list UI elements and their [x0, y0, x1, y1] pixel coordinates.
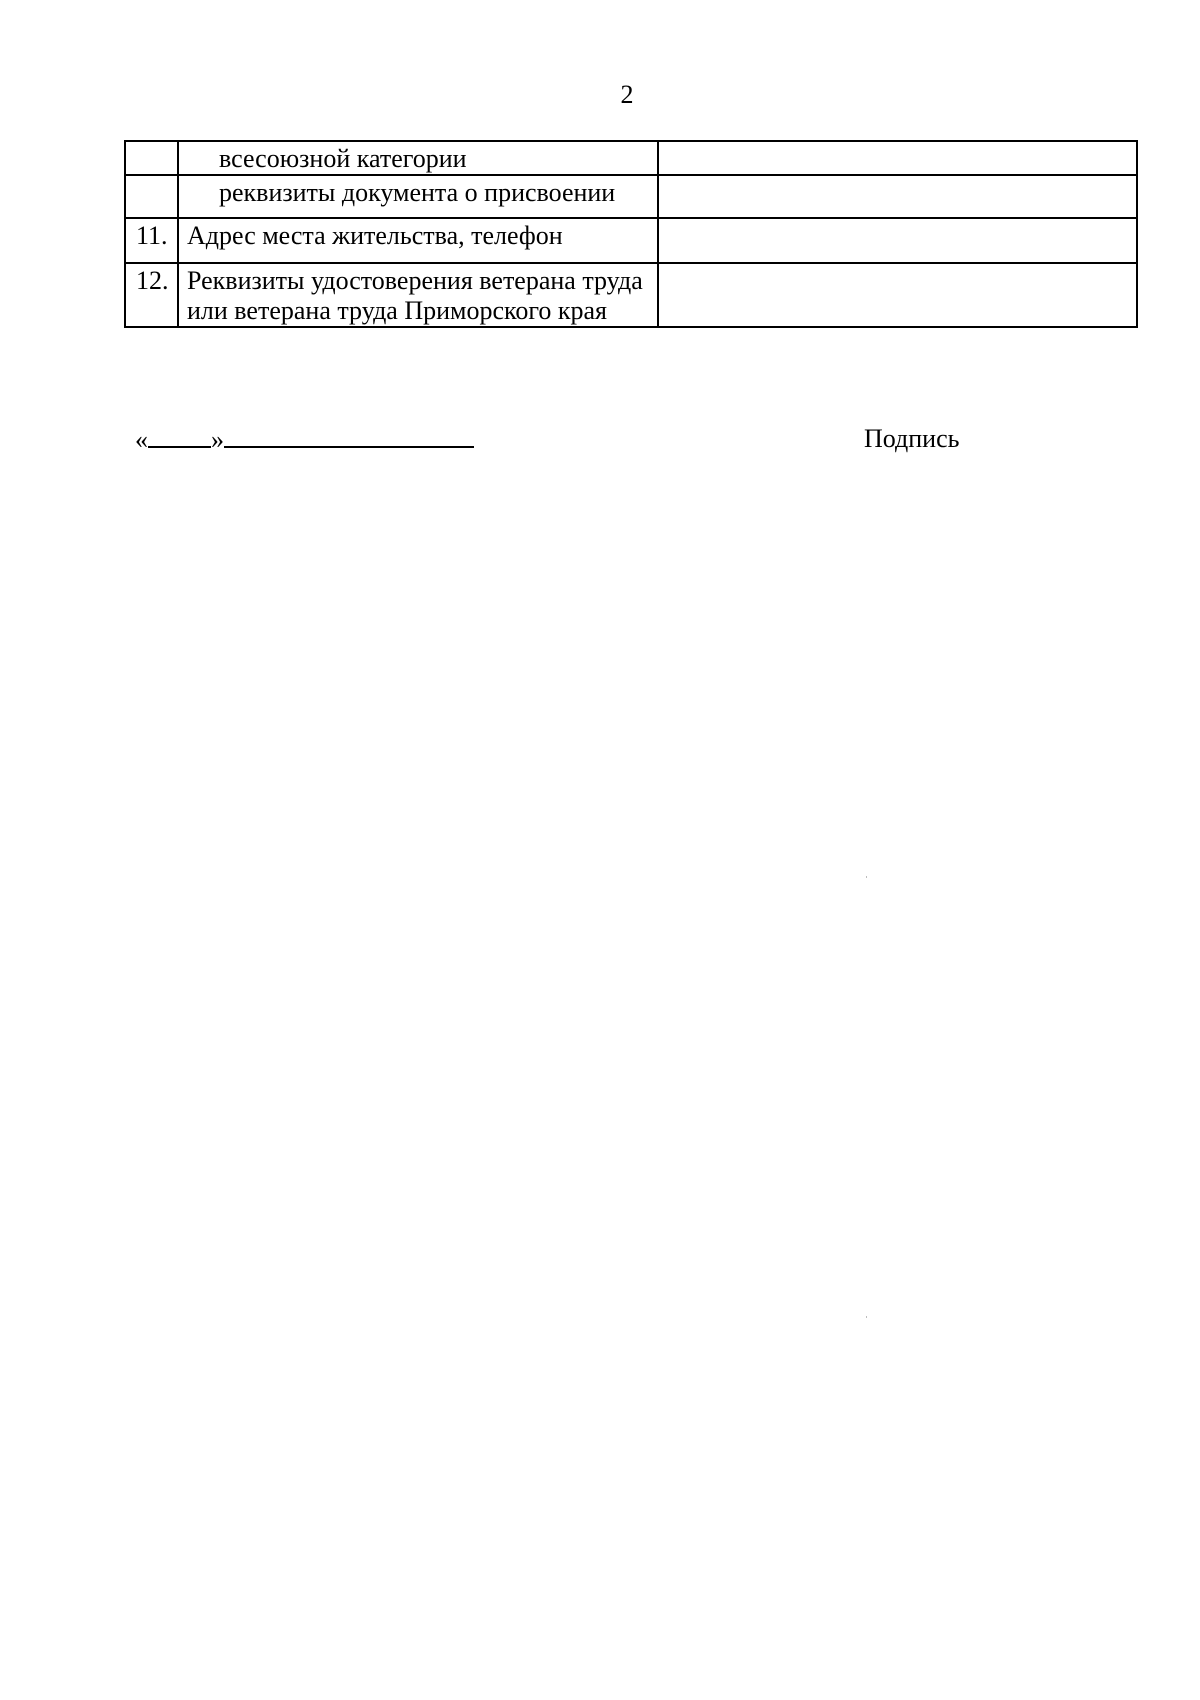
- scan-speck: [866, 1316, 867, 1318]
- table-row: [125, 218, 1137, 263]
- row-value-cell[interactable]: [658, 218, 1137, 263]
- row-number-cell: 11.: [125, 218, 178, 263]
- row-number-cell: [125, 175, 178, 218]
- row-value-cell[interactable]: [658, 141, 1137, 175]
- open-quote: «: [135, 425, 148, 454]
- scan-speck: [866, 876, 867, 878]
- close-quote: »: [211, 425, 224, 454]
- row-label-cell: Реквизиты удостоверения ветерана труда или ветерана труда Приморского края: [178, 263, 658, 327]
- row-value-cell[interactable]: [658, 263, 1137, 327]
- form-table: [124, 140, 1138, 328]
- page-number: 2: [620, 80, 634, 109]
- row-label-cell: Адрес места жительства, телефон: [178, 218, 658, 263]
- row-label-cell: реквизиты документа о присвоении: [178, 175, 658, 218]
- day-blank[interactable]: [148, 424, 211, 448]
- month-year-blank[interactable]: [224, 424, 474, 448]
- row-number-cell: 12.: [125, 263, 178, 327]
- row-number-cell: [125, 141, 178, 175]
- date-field: [135, 424, 474, 455]
- table-row: [125, 175, 1137, 218]
- table-row: [125, 141, 1137, 175]
- row-label-cell: всесоюзной категории: [178, 141, 658, 175]
- table-row: [125, 263, 1137, 327]
- signature-label: Подпись: [864, 424, 960, 453]
- row-value-cell[interactable]: [658, 175, 1137, 218]
